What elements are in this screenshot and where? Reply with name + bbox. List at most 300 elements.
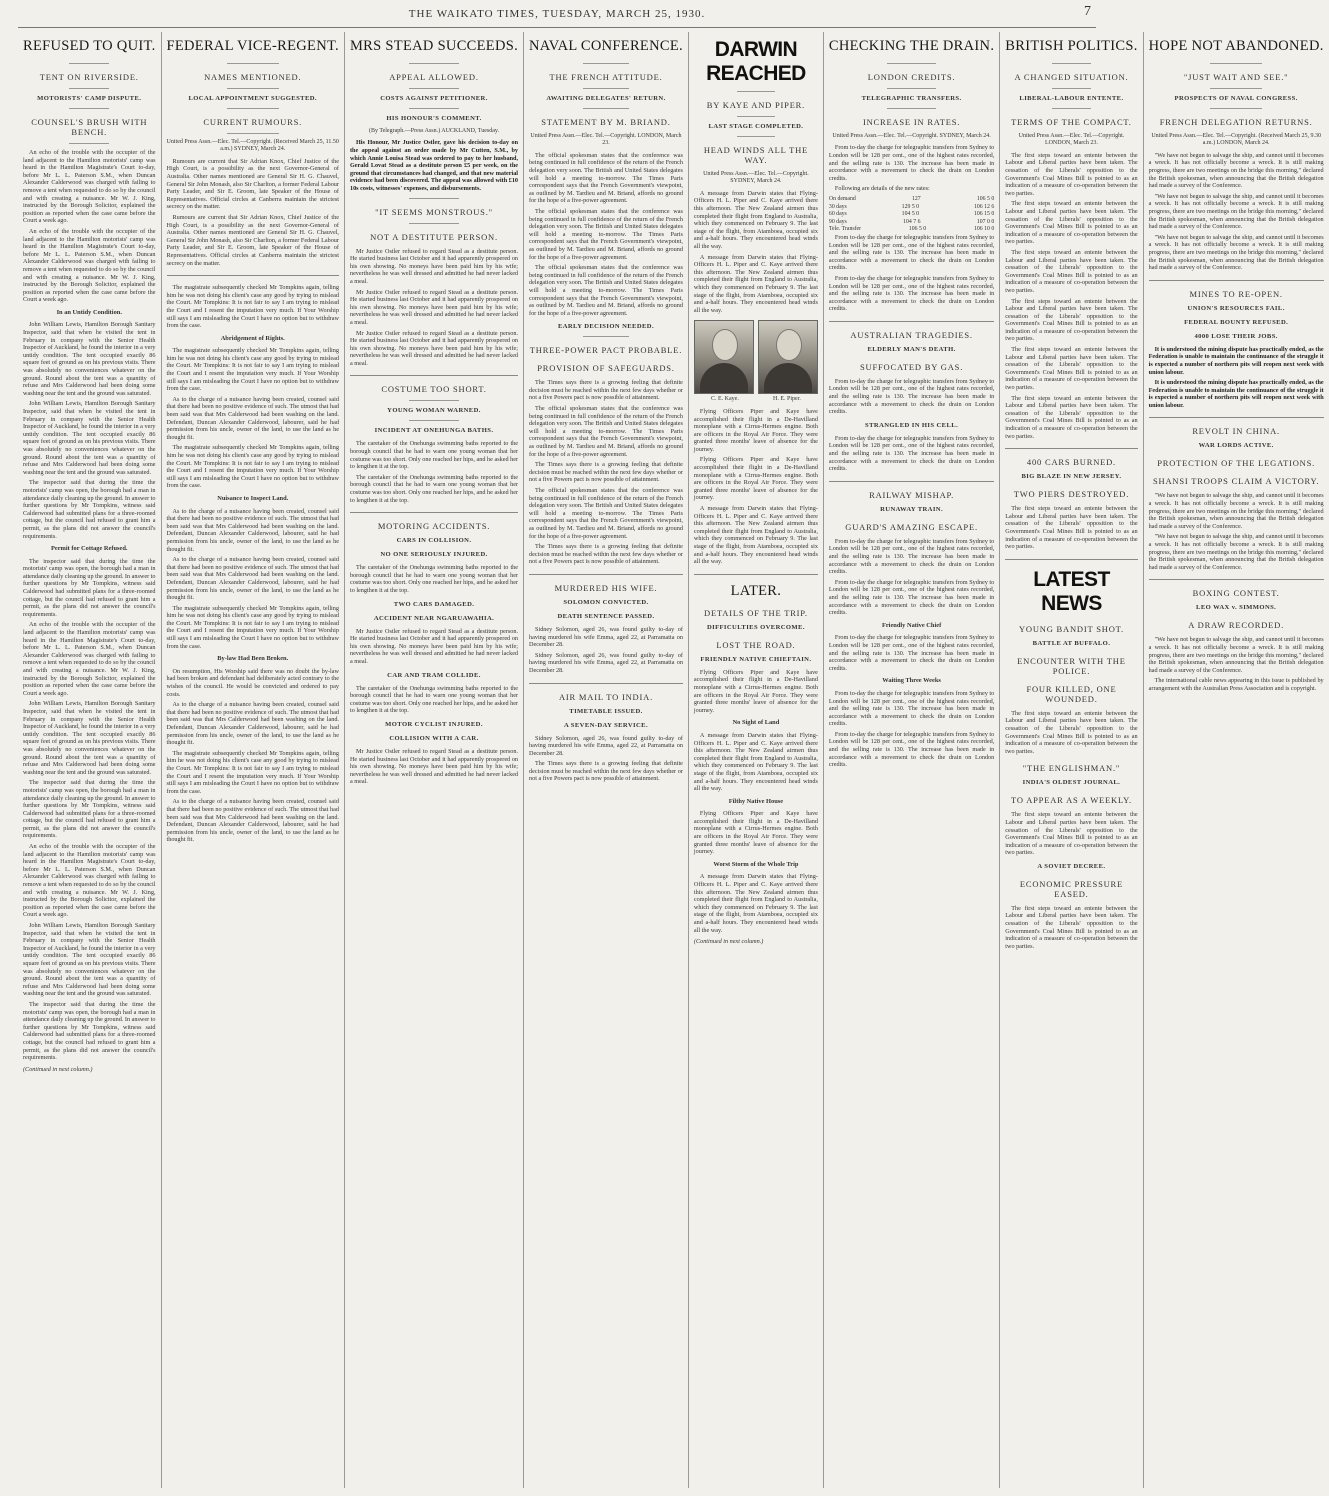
subheadline: LOST THE ROAD.	[716, 639, 796, 650]
divider	[409, 63, 459, 64]
headline: HOPE NOT ABANDONED.	[1148, 38, 1324, 54]
story-australian-tragedies	[829, 330, 994, 473]
paragraph: The official spokesman states that the conference was being continued in full confidence of the return of the French delegation very soon. The British and United States delegates will hold a meeting to-morrow. The Times Paris correspondent says that the French Government's viewpoint, as outlined by M. Tardieu and M. Briand, affords no ground for the hope of a five-power agreement.	[529, 207, 683, 261]
paragraph: As to the charge of a nuisance having been created, counsel said that there had been no positive evidence of such. The utmost that had been said was that Mrs Calderwood had been washing on the land. Defendant, Duncan Alexander Calderwood, labourer, said he had permission from his uncle, owner of the land, to use the land as he thought fit.	[166, 395, 339, 441]
paragraph: "We have not begun to salvage the ship, and cannot until it becomes a wreck. It has not officially become a wreck. It is still making progress, there are two meetings on the bridge this morning," declared the British spokesman, when announcing that the British delegation had made a survey of the Conference.	[1148, 151, 1324, 190]
story-refused-to-quit	[23, 38, 156, 1073]
column-7	[1000, 32, 1143, 1488]
subheadline: CURRENT RUMOURS.	[203, 117, 303, 127]
masthead-title: THE WAIKATO TIMES, TUESDAY, MARCH 25, 1930.	[408, 8, 706, 20]
subheadline: TO APPEAR AS A WEEKLY.	[1010, 795, 1132, 806]
subheadline: INDIA'S OLDEST JOURNAL.	[1022, 779, 1121, 787]
continued-note: (Continued in next column.)	[693, 938, 764, 946]
article-body	[350, 685, 518, 715]
paragraph: The first steps toward an entente between the Labour and Liberal parties have been taken. The cessation of the Liberals' opposition to the Government's Coal Mines Bill is pointed to as an indication of a measure of co-operation between the two parties.	[1005, 248, 1138, 294]
section-heading: Friendly Native Chief	[881, 621, 942, 629]
article-body	[1005, 905, 1137, 951]
headline: MRS STEAD SUCCEEDS.	[349, 38, 519, 54]
section-heading: Permit for Cottage Refused.	[50, 545, 128, 553]
article-body	[350, 564, 518, 594]
divider	[887, 88, 937, 89]
article-body	[529, 379, 683, 566]
paragraph: John William Lewis, Hamilton Borough Sanitary Inspector, said that when he visited the tent in February in company with the Senior Health Inspector of Auckland, he found the interior in a very untidy condition. The tent occupied exactly 86 square feet of ground as on his previous visits. There was absolutely no conveniences whatever on the ground. Round about the tent was a quantity of refuse and Mrs Calderwood had been doing some washing near the tent and the ground was saturated.	[23, 700, 156, 776]
divider	[737, 116, 774, 117]
subheadline: FRIENDLY NATIVE CHIEFTAIN.	[700, 655, 812, 663]
paragraph: An echo of the trouble with the occupier of the land adjacent to the Hamilton motorists' camp was heard in the Hamilton Magistrate's Court to-day, before Mr L. L. Paterson S.M., when Duncan Alexander Calderwood was charged with failing to remove a tent when requested to do so by the council and with creating a nuisance. Mr W. J. King, instructed by the Borough Solicitor, explained the position as reported when the case came before the Court a week ago.	[23, 227, 156, 304]
divider	[409, 108, 459, 109]
story-divider	[694, 574, 818, 575]
divider	[1052, 88, 1092, 89]
table-row: 30 days 129 5 0 106 12 6	[828, 203, 995, 210]
paragraph: Flying Officers Piper and Kaye have accomplished their flight in a De-Havilland monoplane with a Cirrus-Hermes engine. Both are officers in the Royal Air Force. They were granted three months' leave of absence for the journey.	[693, 668, 818, 714]
paragraph: On resumption, His Worship said there was no doubt the by-law had been broken and defendant had deliberately acted contrary to the wishes of the council. He would be convicted and ordered to pay costs.	[166, 667, 339, 698]
article-body	[167, 158, 339, 267]
dateline: (By Telegraph.—Press Assn.) AUCKLAND, Tuesday.	[368, 128, 500, 134]
story-boxing	[1149, 588, 1324, 692]
divider	[227, 63, 279, 64]
subheadline: LAST STAGE COMPLETED.	[708, 123, 804, 130]
story-railway	[829, 490, 994, 769]
paragraph: "We have not begun to salvage the ship, and cannot until it becomes a wreck. It has not officially become a wreck. It is still making progress, there are two meetings on the bridge this morning," declared the British spokesman, when announcing that the British delegation had made a survey of the Conference.	[1148, 492, 1324, 530]
article-body	[829, 234, 994, 313]
story-hope-not-abandoned	[1149, 38, 1324, 272]
article-body	[1149, 492, 1324, 571]
paragraph: Mr Justice Ostler refused to regard Stead as a destitute person. He started business last October and it had apparently prospered on his own showing. No moneys have been paid him by his wife; nevertheless he was well dressed and admitted he had never lacked a meal.	[349, 747, 519, 786]
subheadline: TELEGRAPHIC TRANSFERS.	[861, 95, 962, 102]
page-number: 7	[1084, 4, 1092, 19]
subheadline: PROVISION OF SAFEGUARDS.	[537, 363, 675, 374]
story-divider	[1005, 559, 1137, 560]
paragraph: John William Lewis, Hamilton Borough Sanitary Inspector, said that when he visited the tent in February in company with the Senior Health Inspector of Auckland, he found the interior in a very untidy condition. The tent occupied exactly 86 square feet of ground as on his previous visits. There was absolutely no conveniences whatever on the ground. Round about the tent was a quantity of refuse and Mrs Calderwood had been doing some washing near the tent and the ground was saturated.	[23, 922, 156, 998]
paragraph: The magistrate subsequently checked Mr Tompkins again, telling him he was not doing his client's case any good by trying to mislead the Court. Mr Tompkins: It is not fair to say I am trying to mislead the Court and I resent the imputation very much. If Your Worship still says I am misleading the Court I have no option but to withdraw from the case.	[166, 284, 339, 330]
subheadline: FRENCH DELEGATION RETURNS.	[1159, 117, 1313, 127]
subheadline: SUFFOCATED BY GAS.	[860, 361, 964, 372]
headline: NAVAL CONFERENCE.	[529, 38, 683, 54]
paragraph: A message from Darwin states that Flying-Officers H. L. Piper and C. Kaye arrived there this afternoon. The New Zealand airmen thus completed their flight from England to Australia, which they commenced on February 9. The last stage of the flight, from Atamboea, occupied six and a-half hours. They encountered head winds all the way.	[693, 873, 818, 934]
paragraph: From to-day the charge for telegraphic transfers from Sydney to London will be 128 per cent., one of the highest rates recorded, and the selling rate is 130. The increase has been made in accordance with a movement to check the drain on London credits.	[828, 233, 995, 272]
subheadline: A DRAW RECORDED.	[1188, 620, 1285, 631]
divider	[1210, 63, 1263, 64]
subheadline: BY KAYE AND PIPER.	[706, 100, 806, 110]
section-heading: Filthy Native House	[728, 797, 784, 805]
paragraph: From to-day the charge for telegraphic transfers from Sydney to London will be 128 per cent., one of the highest rates recorded, and the selling rate is 130. The increase has been made in accordance with a movement to check the drain on London credits.	[828, 377, 995, 416]
story-divider	[1149, 280, 1324, 281]
paragraph: Rumours are current that Sir Adrian Knox, Chief Justice of the High Court, is a possibility as the next Governor-General of Australia. Other names mentioned are General Sir H. G. Chauvel, General Sir John Monash, also Sir Charlton, a former Federal Labour Party Leader, and Sir E. Groom, late Speaker of the House of Representatives. Official circles at Canberra maintain the strictest secrecy on the matter.	[166, 157, 339, 211]
table-row: 60 days 104 5 0 106 15 0	[828, 211, 995, 218]
divider	[409, 420, 459, 421]
story-motoring	[350, 521, 518, 786]
paragraph: A message from Darwin states that Flying-Officers H. L. Piper and C. Kaye arrived there this afternoon. The New Zealand airmen thus completed their flight from England to Australia, which they commenced on February 9. The last stage of the flight, from Atamboea, occupied six and a-half hours. They encountered head winds all the way.	[693, 505, 818, 566]
paragraph: The inspector said that during the time the motorists' camp was open, the borough had a man in attendance daily cleaning up the ground. In answer to further questions by Mr Tompkins, witness said Calderwood had submitted plans for a three-roomed cottage, but the council had refused to grant him a permit, as the plans did not answer the council's requirements.	[23, 1000, 156, 1062]
subheadline: INCIDENT AT ONEHUNGA BATHS.	[374, 427, 494, 435]
paragraph: From to-day the charge for telegraphic transfers from Sydney to London will be 128 per cent., one of the highest rates recorded, and the selling rate is 130. The increase has been made in accordance with a movement to check the drain on London credits.	[828, 578, 995, 617]
subheadline: NAMES MENTIONED.	[204, 72, 302, 82]
subheadline: "JUST WAIT AND SEE."	[1183, 72, 1289, 82]
section-heading: No Sight of Land	[732, 719, 780, 727]
subheadline: DEATH SENTENCE PASSED.	[557, 612, 655, 620]
story-mines-reopen	[1149, 289, 1324, 410]
paragraph: As to the charge of a nuisance having been created, counsel said that there had been no positive evidence of such. The utmost that had been said was that Mrs Calderwood had been washing on the land. Defendant, Duncan Alexander Calderwood, labourer, said he had permission from his uncle, owner of the land, to use the land as he thought fit.	[166, 507, 339, 553]
subheadline: FOUR KILLED, ONE WOUNDED.	[1026, 683, 1117, 704]
story-divider	[829, 481, 994, 482]
divider	[409, 223, 459, 224]
subheadline: SHANSI TROOPS CLAIM A VICTORY.	[1153, 476, 1320, 487]
paragraph: Flying Officers Piper and Kaye have accomplished their flight in a De-Havilland monoplane with a Cirrus-Hermes engine. Both are officers in the Royal Air Force. They were granted three months' leave of absence for the journey.	[693, 456, 818, 502]
divider	[227, 88, 279, 89]
paragraph: An echo of the trouble with the occupier of the land adjacent to the Hamilton motorists' camp was heard in the Hamilton Magistrate's Court to-day, before Mr L. L. Paterson S.M., when Duncan Alexander Calderwood was charged with failing to remove a tent when requested to do so by the council and with creating a nuisance. Mr W. J. King, instructed by the Borough Solicitor, explained the position as reported when the case came before the Court a week ago.	[23, 621, 156, 697]
article-body	[829, 378, 994, 416]
article-body	[350, 440, 518, 504]
subheadline: NOT A DESTITUTE PERSON.	[370, 231, 498, 242]
headline: AIR MAIL TO INDIA.	[558, 691, 653, 702]
paragraph: "We have not begun to salvage the ship, and cannot until it becomes a wreck. It has not officially become a wreck. It is still making progress, there are two meetings on the bridge this morning," declared the British spokesman, when announcing that the British delegation had made a survey of the Conference.	[1148, 192, 1324, 231]
paragraph: A message from Darwin states that Flying-Officers H. L. Piper and C. Kaye arrived there this afternoon. The New Zealand airmen thus completed their flight from England to Australia, which they commenced on February 9. The last stage of the flight, from Atamboea, occupied six and a-half hours. They encountered head winds all the way.	[693, 253, 818, 314]
column-4	[524, 32, 689, 1488]
divider	[1052, 108, 1092, 109]
story-darwin	[694, 38, 818, 566]
paragraph: The inspector said that during the time the motorists' camp was open, the borough had a man in attendance daily cleaning up the ground. In answer to further questions by Mr Tompkins, witness said Calderwood had submitted plans for a three-roomed cottage, but the council had refused to grant him a permit, as the plans did not answer the council's requirements.	[23, 779, 156, 840]
paragraph: The magistrate subsequently checked Mr Tompkins again, telling him he was not doing his client's case any good by trying to mislead the Court. Mr Tompkins: It is not fair to say I am trying to mislead the Court and I resent the imputation very much. If Your Worship still says I am misleading the Court I have no option but to withdraw from the case.	[166, 444, 339, 490]
divider	[583, 336, 629, 337]
paragraph: Rumours are current that Sir Adrian Knox, Chief Justice of the High Court, is a possibility as the next Governor-General of Australia. Other names mentioned are General Sir H. G. Chauvel, General Sir John Monash, also Sir Charlton, a former Federal Labour Party Leader, and Sir E. Groom, late Speaker of the House of Representatives. Official circles at Canberra maintain the strictest secrecy on the matter.	[166, 213, 339, 267]
divider	[583, 108, 629, 109]
paragraph: As to the charge of a nuisance having been created, counsel said that there had been no positive evidence of such. The utmost that had been said was that Mrs Calderwood had been washing on the land. Defendant, Duncan Alexander Calderwood, labourer, said he had permission from his uncle, owner of the land, to use the land as he thought fit.	[166, 798, 339, 844]
subheadline: YOUNG BANDIT SHOT.	[1018, 623, 1124, 634]
column-5	[689, 32, 824, 1488]
article-body	[529, 152, 683, 317]
paragraph: The magistrate subsequently checked Mr Tompkins again, telling him he was not doing his client's case any good by trying to mislead the Court. Mr Tompkins: It is not fair to say I am trying to mislead the Court and I resent the imputation very much. If Your Worship still says I am misleading the Court I have no option but to withdraw from the case.	[166, 347, 339, 393]
paragraph: John William Lewis, Hamilton Borough Sanitary Inspector, said that when he visited the tent in February in company with the Senior Health Inspector of Auckland, he found the interior in a very untidy condition. The tent occupied exactly 86 square feet of ground as on his previous visits. There was absolutely no conveniences whatever on the ground. Round about the tent was a quantity of refuse and Mrs Calderwood had been doing some washing near the tent and the ground was saturated.	[23, 321, 156, 397]
headline: BOXING CONTEST.	[1192, 588, 1280, 599]
column-2	[162, 32, 345, 1488]
dateline: United Press Assn.—Elec. Tel.—Copyright. (Received March 25, 9.30 a.m.) LONDON, March 24.	[1151, 133, 1321, 147]
paragraph: Flying Officers Piper and Kaye have accomplished their flight in a De-Havilland monoplane with a Cirrus-Hermes engine. Both are officers in the Royal Air Force. They were granted three months' leave of absence for the journey.	[693, 810, 818, 856]
rates-table	[829, 196, 994, 234]
caption: H. E. Piper.	[772, 396, 801, 403]
paragraph: The first steps toward an entente between the Labour and Liberal parties have been taken. The cessation of the Liberals' opposition to the Government's Coal Mines Bill is pointed to as an indication of a measure of co-operation between the two parties.	[1005, 904, 1138, 950]
headline: BRITISH POLITICS.	[1005, 38, 1138, 54]
headline: AUSTRALIAN TRAGEDIES.	[850, 329, 973, 340]
article-body	[1005, 505, 1137, 551]
article-body	[1005, 152, 1137, 440]
section-heading: Worst Storm of the Whole Trip	[713, 860, 799, 868]
article-body	[694, 669, 818, 946]
divider	[887, 108, 937, 109]
story-mrs-stead	[350, 38, 518, 367]
paragraph: From to-day the charge for telegraphic transfers from Sydney to London will be 128 per cent., one of the highest rates recorded, and the selling rate is 130. The increase has been made in accordance with a movement to check the drain on London credits.	[828, 730, 995, 769]
paragraph: The official spokesman states that the conference was being continued in full confidence of the return of the French delegation very soon. The British and United States delegates will hold a meeting to-morrow. The Times Paris correspondent says that the French Government's viewpoint, as outlined by M. Tardieu and M. Briand, affords no ground for the hope of a five-power agreement.	[529, 487, 683, 540]
paragraph: From to-day the charge for telegraphic transfers from Sydney to London will be 128 per cent., one of the highest rates recorded, and the selling rate is 130. The increase has been made in accordance with a movement to check the drain on London credits.	[828, 434, 995, 473]
article-body	[1005, 710, 1137, 756]
table-row: On demand 127 106 5 0	[828, 195, 995, 202]
article-body	[350, 248, 518, 368]
article-body	[694, 408, 818, 566]
subheadline: ACCIDENT NEAR NGARUAWAHIA.	[373, 614, 495, 622]
story-cars-burned	[1005, 457, 1137, 551]
article-body	[529, 735, 683, 784]
divider	[887, 63, 937, 64]
paragraph: "We have not begun to salvage the ship, and cannot until it becomes a wreck. It has not officially become a wreck. It is still making progress, there are two meetings on the bridge this morning," declared the British spokesman, when announcing that the British delegation had made a survey of the Conference.	[1148, 533, 1324, 571]
article-lead	[350, 139, 518, 192]
paragraph: The first steps toward an entente between the Labour and Liberal parties have been taken. The cessation of the Liberals' opposition to the Government's Coal Mines Bill is pointed to as an indication of a measure of co-operation between the two parties.	[1005, 709, 1138, 755]
photo-captions	[694, 396, 818, 404]
paragraph: The caretaker of the Onehunga swimming baths reported to the borough council that he had to warn one young woman that her costume was too short. Only one reached her hips, and he asked her to lengthen it at the top.	[349, 473, 519, 504]
paragraph: The caretaker of the Onehunga swimming baths reported to the borough council that he had to warn one young woman that her costume was too short. Only one reached her hips, and he asked her to lengthen it at the top.	[349, 564, 519, 594]
subheadline: NO ONE SERIOUSLY INJURED.	[380, 551, 488, 559]
subheadline: BATTLE AT BUFFALO.	[1032, 639, 1111, 647]
paragraph: The first steps toward an entente between the Labour and Liberal parties have been taken. The cessation of the Liberals' opposition to the Government's Coal Mines Bill is pointed to as an indication of a measure of co-operation between the two parties.	[1005, 151, 1138, 197]
divider	[1210, 108, 1263, 109]
divider	[69, 108, 109, 109]
divider	[583, 88, 629, 89]
subheadline: 4000 LOSE THEIR JOBS.	[1194, 332, 1278, 340]
headline: REFUSED TO QUIT.	[23, 38, 156, 54]
article-body	[350, 748, 518, 786]
subheadline: SOLOMON CONVICTED.	[563, 598, 649, 606]
story-divider	[350, 512, 518, 513]
portrait-kaye-image	[694, 320, 754, 394]
column-8	[1144, 32, 1329, 1488]
paragraph: A message from Darwin states that Flying-Officers H. L. Piper and C. Kaye arrived there this afternoon. The New Zealand airmen thus completed their flight from England to Australia, which they commenced on February 9. The last stage of the flight, from Atamboea, occupied six and a-half hours. They encountered head winds all the way.	[693, 731, 818, 793]
subheadline: UNION'S RESOURCES FAIL.	[1187, 304, 1285, 312]
paragraph: From to-day the charge for telegraphic transfers from Sydney to London will be 128 per cent., one of the highest rates recorded, and the selling rate is 130. The increase has been made in accordance with a movement to check the drain on London credits.	[828, 634, 995, 672]
paragraph: From to-day the charge for telegraphic transfers from Sydney to London will be 128 per cent., one of the highest rates recorded, and the selling rate is 130. The increase has been made in accordance with a movement to check the drain on London credits.	[828, 144, 995, 182]
paragraph: The first steps toward an entente between the Labour and Liberal parties have been taken. The cessation of the Liberals' opposition to the Government's Coal Mines Bill is pointed to as an indication of a measure of co-operation between the two parties.	[1005, 505, 1138, 551]
subheadline: APPEAL ALLOWED.	[389, 72, 479, 82]
subheadline: AWAITING DELEGATES' RETURN.	[546, 95, 666, 102]
subheadline: HIS HONOUR'S COMMENT.	[386, 115, 482, 122]
story-revolt-china	[1149, 426, 1324, 571]
subheadline: "THE ENGLISHMAN."	[1022, 763, 1121, 774]
subheadline: TIMETABLE ISSUED.	[569, 707, 643, 715]
subheadline: DETAILS OF THE TRIP.	[704, 607, 808, 618]
divider	[409, 198, 459, 199]
subheadline: TWO CARS DAMAGED.	[393, 600, 475, 608]
story-costume	[350, 384, 518, 504]
dateline: United Press Assn.—Elec. Tel.—Copyright. (Received March 25, 11.50 a.m.) SYDNEY, March 24.	[166, 139, 339, 153]
portrait-piper-image	[758, 320, 818, 394]
story-divider	[529, 574, 683, 575]
divider	[737, 136, 774, 137]
section-heading: Abridgement of Rights.	[220, 334, 285, 342]
subheadline: ENCOUNTER WITH THE POLICE.	[1017, 655, 1126, 676]
column-6	[824, 32, 1000, 1488]
paragraph: As to the charge of a nuisance having been created, counsel said that there had been no positive evidence of such. The utmost that had been said was that Mrs Calderwood had been washing on the land. Defendant, Duncan Alexander Calderwood, labourer, said he had permission from his uncle, owner of the land, to use the land as he thought fit.	[166, 701, 339, 747]
section-heading: Waiting Three Weeks	[882, 677, 941, 685]
paragraph: An echo of the trouble with the occupier of the land adjacent to the Hamilton motorists' camp was heard in the Hamilton Magistrate's Court to-day, before Mr L. L. Paterson S.M., when Duncan Alexander Calderwood was charged with failing to remove a tent when requested to do so by the council and with creating a nuisance. Mr W. J. King, instructed by the Borough Solicitor, explained the position as reported when the case came before the Court a week ago.	[23, 843, 156, 919]
column-1	[18, 32, 162, 1488]
article-body	[350, 628, 518, 666]
divider	[69, 88, 109, 89]
subheadline: A SEVEN-DAY SERVICE.	[563, 721, 648, 729]
paragraph: An echo of the trouble with the occupier of the land adjacent to the Hamilton motorists' camp was heard in the Hamilton Magistrate's Court to-day, before Mr L. L. Paterson S.M., when Duncan Alexander Calderwood was charged with failing to remove a tent when requested to do so by the council and with creating a nuisance. Mr W. J. King, instructed by the Borough Solicitor, explained the position as reported when the case came before the Court a week ago.	[23, 149, 156, 225]
subheadline: "IT SEEMS MONSTROUS."	[375, 206, 493, 217]
subheadline: COSTS AGAINST PETITIONER.	[380, 95, 488, 102]
paragraph: Mr Justice Ostler refused to regard Stead as a destitute person. He started business last October and it had apparently prospered on his own showing. No moneys have been paid him by his wife; nevertheless he was well dressed and admitted he had never lacked a meal.	[349, 288, 519, 326]
paragraph: The caretaker of the Onehunga swimming baths reported to the borough council that he had to warn one young woman that her costume was too short. Only one reached her hips, and he asked her to lengthen it at the top.	[349, 684, 519, 715]
subheadline: INCREASE IN RATES.	[862, 117, 961, 127]
paragraph: The Times says there is a growing feeling that definite decision must be reached within the next few days whether or not a five Powers pact is now possible of attainment.	[529, 543, 683, 566]
subheadline: LONDON CREDITS.	[867, 72, 956, 82]
paragraph: "We have not begun to salvage the ship, and cannot until it becomes a wreck. It has not officially become a wreck. It is still making progress, there are two meetings on the bridge this morning," declared the British spokesman, when announcing that the British delegation had made a survey of the Conference.	[1148, 636, 1324, 674]
subheadline: LOCAL APPOINTMENT SUGGESTED.	[188, 95, 317, 102]
dateline: United Press Assn.—Elec. Tel.—Copyright. SYDNEY, March 24.	[832, 133, 991, 139]
dateline: United Press Assn.—Elec. Tel.—Copyright. SYDNEY, March 24.	[703, 171, 809, 185]
paragraph: The official spokesman states that the conference was being continued in full confidence of the return of the French delegation very soon. The British and United States delegates will hold a meeting to-morrow. The Times Paris correspondent says that the French Government's viewpoint, as outlined by M. Tardieu and M. Briand, affords no ground for the hope of a five-power agreement.	[529, 264, 683, 317]
story-divider	[1149, 579, 1324, 580]
divider	[1210, 88, 1263, 89]
paragraph: From to-day the charge for telegraphic transfers from Sydney to London will be 128 per cent., one of the highest rates recorded, and the selling rate is 130. The increase has been made in accordance with a movement to check the drain on London credits.	[828, 689, 995, 728]
article-body	[1149, 636, 1324, 692]
divider	[69, 63, 109, 64]
story-air-mail	[529, 692, 683, 784]
article-body	[829, 144, 994, 193]
story-divider	[1005, 448, 1137, 449]
article-body	[23, 149, 156, 1073]
table-row: 90 days 104 7 6 107 0 0	[828, 218, 995, 225]
paragraph: The inspector said that during the time the motorists' camp was open, the borough had a man in attendance daily cleaning up the ground. In answer to further questions by Mr Tompkins, witness said Calderwood had submitted plans for a three-roomed cottage, but the council had refused to grant him a permit, as the plans did not answer the council's requirements.	[23, 557, 156, 618]
paragraph: Sidney Solomon, aged 26, was found guilty to-day of having murdered his wife Emma, aged 22, at Parramatta on December 28.	[529, 734, 683, 757]
divider	[409, 88, 459, 89]
article-body	[529, 626, 683, 675]
article-body	[694, 190, 818, 315]
story-federal-vice-regent	[167, 38, 339, 267]
headline: MINES TO RE-OPEN.	[1189, 288, 1283, 299]
section-heading: Nuisance to Inspect Land.	[217, 494, 289, 502]
headline: COSTUME TOO SHORT.	[381, 384, 487, 395]
subheadline: COLLISION WITH A CAR.	[389, 734, 479, 742]
paragraph: The first steps toward an entente between the Labour and Liberal parties have been taken. The cessation of the Liberals' opposition to the Government's Coal Mines Bill is pointed to as an indication of a measure of co-operation between the two parties.	[1005, 297, 1138, 343]
paragraph: The first steps toward an entente between the Labour and Liberal parties have been taken. The cessation of the Liberals' opposition to the Government's Coal Mines Bill is pointed to as an indication of a measure of co-operation between the two parties.	[1005, 394, 1138, 440]
subheadline: RUNAWAY TRAIN.	[880, 505, 944, 513]
headline: MOTORING ACCIDENTS.	[377, 521, 491, 532]
paragraph: It is understood the mining dispute has practically ended, as the Federation is unable to maintain the continuance of the struggle it is expected a number of northern pits will reopen next week with union labour.	[1148, 345, 1324, 376]
dateline: United Press Assn.—Elec. Tel.—Copyright. LONDON, March 23.	[1018, 133, 1125, 147]
latest-news-heading: LATEST NEWS	[1033, 567, 1110, 615]
subheadline: WAR LORDS ACTIVE.	[1198, 442, 1274, 450]
paragraph: The first steps toward an entente between the Labour and Liberal parties have been taken. The cessation of the Liberals' opposition to the Government's Coal Mines Bill is pointed to as an indication of a measure of co-operation between the two parties.	[1005, 200, 1138, 246]
paragraph: The official spokesman states that the conference was being continued in full confidence of the return of the French delegation very soon. The British and United States delegates will hold a meeting to-morrow. The Times Paris correspondent says that the French Government's viewpoint, as outlined by M. Tardieu and M. Briand, affords no ground for the hope of a five-power agreement.	[529, 405, 683, 458]
paragraph: It is understood the mining dispute has practically ended, as the Federation is unable to maintain the continuance of the struggle it is expected a number of northern pits will reopen next week with union labour.	[1148, 379, 1324, 409]
paragraph: As to the charge of a nuisance having been created, counsel said that there had been no positive evidence of such. The utmost that had been said was that Mrs Calderwood had been washing on the land. Defendant, Duncan Alexander Calderwood, labourer, said he had permission from his uncle, owner of the land, to use the land as he thought fit.	[166, 556, 339, 602]
paragraph: The Times says there is a growing feeling that definite decision must be reached within the next few days whether or not a five Powers pact is now possible of attainment.	[529, 461, 683, 484]
newspaper-columns	[18, 32, 1324, 1488]
divider	[227, 133, 279, 134]
subheadline: COUNSEL'S BRUSH WITH BENCH.	[31, 117, 148, 137]
headline: MURDERED HIS WIFE.	[554, 582, 658, 593]
paragraph: The inspector said that during the time the motorists' camp was open, the borough had a man in attendance daily cleaning up the ground. In answer to further questions by Mr Tompkins, witness said Calderwood had submitted plans for a three-roomed cottage, but the council had refused to grant him a permit, as the plans did not answer the council's requirements.	[23, 479, 156, 540]
subheadline: MOTOR CYCLIST INJURED.	[385, 720, 483, 728]
caption: C. E. Kaye.	[711, 396, 739, 403]
subheadline: THE FRENCH ATTITUDE.	[549, 72, 663, 82]
subheadline: CAR AND TRAM COLLIDE.	[387, 671, 481, 679]
paragraph: His Honour, Mr Justice Ostler, gave his decision to-day on the appeal against an order made by Mr Cutten, S.M., by which Annie Louisa Stead was ordered to pay to her husband, Gerald Lovat Stead as a destitute person £5 per week, on the ground that circumstances had changed, and that new material evidence had been discovered. The appeal was allowed with £10 10s costs, witnesses' expenses, and disbursements.	[349, 139, 519, 192]
paragraph: Mr Justice Ostler refused to regard Stead as a destitute person. He started business last October and it had apparently prospered on his own showing. No moneys have been paid him by his wife; nevertheless he was well dressed and admitted he had never lacked a meal.	[349, 627, 519, 665]
headline: LATER.	[730, 582, 782, 599]
paragraph: The Times says there is a growing feeling that definite decision must be reached within the next few days whether or not a five Powers pact is now possible of attainment.	[529, 760, 683, 783]
divider	[583, 63, 629, 64]
paragraph: John William Lewis, Hamilton Borough Sanitary Inspector, said that when he visited the tent in February in company with the Senior Health Inspector of Auckland, he found the interior in a very untidy condition. The tent occupied exactly 86 square feet of ground as on his previous visits. There was absolutely no conveniences whatever on the ground. Round about the tent was a quantity of refuse and Mrs Calderwood had been doing some washing near the tent and the ground was saturated.	[23, 400, 156, 476]
paragraph: The caretaker of the Onehunga swimming baths reported to the borough council that he had to warn one young woman that her costume was too short. Only one reached her hips, and he asked her to lengthen it at the top.	[349, 440, 519, 471]
subheadline: A CHANGED SITUATION.	[1014, 72, 1129, 82]
subheadline: TWO PIERS DESTROYED.	[1013, 489, 1130, 500]
paragraph: The official spokesman states that the conference was being continued in full confidence of the return of the French delegation very soon. The British and United States delegates will hold a meeting to-morrow. The Times Paris correspondent says that the French Government's viewpoint, as outlined by M. Tardieu and M. Briand, affords no ground for the hope of a five-power agreement.	[529, 151, 683, 205]
column-3	[345, 32, 524, 1488]
subheadline: PROSPECTS OF NAVAL CONGRESS.	[1174, 95, 1298, 102]
paragraph: The first steps toward an entente between the Labour and Liberal parties have been taken. The cessation of the Liberals' opposition to the Government's Coal Mines Bill is pointed to as an indication of a measure of co-operation between the two parties.	[1005, 811, 1138, 857]
story-murdered	[529, 583, 683, 675]
paragraph: Mr Justice Ostler refused to regard Stead as a destitute person. He started business last October and it had apparently prospered on his own showing. No moneys have been paid him by his wife; nevertheless he was well dressed and admitted he had never lacked a meal.	[349, 247, 519, 285]
subheadline: THREE-POWER PACT PROBABLE.	[529, 345, 683, 356]
subheadline: LIBERAL-LABOUR ENTENTE.	[1019, 95, 1124, 102]
divider	[1052, 63, 1092, 64]
paragraph: The magistrate subsequently checked Mr Tompkins again, telling him he was not doing his client's case any good by trying to mislead the Court. Mr Tompkins: It is not fair to say I am trying to mislead the Court and I resent the imputation very much. If Your Worship still says I am misleading the Court I have no option but to withdraw from the case.	[166, 749, 339, 795]
subheadline: FEDERAL BOUNTY REFUSED.	[1184, 318, 1289, 326]
subheadline: STATEMENT BY M. BRIAND.	[541, 117, 671, 127]
paragraph: Mr Justice Ostler refused to regard Stead as a destitute person. He started business last October and it had apparently prospered on his own showing. No moneys have been paid him by his wife; nevertheless he was well dressed and admitted he had never lacked a meal.	[349, 329, 519, 367]
headline: RAILWAY MISHAP.	[869, 489, 955, 500]
paragraph: From to-day the charge for telegraphic transfers from Sydney to London will be 128 per cent., one of the highest rates recorded, and the selling rate is 130. The increase has been made in accordance with a movement to check the drain on London credits.	[828, 274, 995, 313]
paragraph: Sidney Solomon, aged 26, was found guilty to-day of having murdered his wife Emma, aged 22, at Parramatta on December 28.	[529, 651, 683, 674]
story-checking-drain	[829, 38, 994, 313]
masthead	[0, 0, 1114, 28]
subheadline: A SOVIET DECREE.	[1037, 862, 1106, 870]
headline: REVOLT IN CHINA.	[1192, 426, 1280, 437]
subheadline: LEO WAX v. SIMMONS.	[1196, 604, 1277, 612]
story-naval-conference	[529, 38, 683, 566]
subheadline: STRANGLED IN HIS CELL.	[865, 421, 959, 429]
paragraph: The Times says there is a growing feeling that definite decision must be reached within the next few days whether or not a five Powers pact is now possible of attainment.	[529, 379, 683, 402]
paragraph: Flying Officers Piper and Kaye have accomplished their flight in a De-Havilland monoplane with a Cirrus-Hermes engine. Both are officers in the Royal Air Force. They were granted three months' leave of absence for the journey.	[693, 407, 818, 453]
divider	[69, 143, 109, 144]
paragraph: Sidney Solomon, aged 26, was found guilty to-day of having murdered his wife Emma, aged 22, at Parramatta on December 28.	[529, 625, 683, 649]
paragraph: A message from Darwin states that Flying-Officers H. L. Piper and C. Kaye arrived there this afternoon. The New Zealand airmen thus completed their flight from England to Australia, which they commenced on February 9. The last stage of the flight, from Atamboea, occupied six and a-half hours. They encountered head winds all the way.	[693, 189, 818, 250]
article-body	[1149, 346, 1324, 410]
subheadline: TENT ON RIVERSIDE.	[39, 72, 139, 82]
headline: 400 CARS BURNED.	[1026, 457, 1116, 468]
subheadline: YOUNG WOMAN WARNED.	[387, 407, 481, 415]
subheadline: PROTECTION OF THE LEGATIONS.	[1157, 458, 1316, 469]
subheadline: TERMS OF THE COMPACT.	[1011, 117, 1132, 127]
article-body	[1005, 811, 1137, 857]
divider	[737, 91, 774, 92]
paragraph: From to-day the charge for telegraphic transfers from Sydney to London will be 128 per cent., one of the highest rates recorded, and the selling rate is 130. The increase has been made in accordance with a movement to check the drain on London credits.	[828, 537, 995, 576]
table-row: Tele. Transfer 106 5 0 106 10 0	[828, 226, 995, 233]
continued-note: (Continued in next column.)	[23, 1065, 93, 1073]
article-body	[1149, 152, 1324, 272]
paragraph: Following are details of the new rates:	[834, 185, 930, 193]
subheadline: EARLY DECISION NEEDED.	[557, 323, 655, 331]
subheadline: GUARD'S AMAZING ESCAPE.	[845, 521, 978, 532]
subheadline: ELDERLY MAN'S DEATH.	[867, 345, 956, 353]
paragraph: The magistrate subsequently checked Mr Tompkins again, telling him he was not doing his client's case any good by trying to mislead the Court. Mr Tompkins: It is not fair to say I am trying to mislead the Court and I resent the imputation very much. If Your Worship still says I am misleading the Court I have no option but to withdraw from the case.	[166, 604, 339, 650]
story-divider	[529, 683, 683, 684]
section-heading: By-law Had Been Broken.	[217, 655, 289, 663]
story-british-politics	[1005, 38, 1137, 440]
paragraph: The first steps toward an entente between the Labour and Liberal parties have been taken. The cessation of the Liberals' opposition to the Government's Coal Mines Bill is pointed to as an indication of a measure of co-operation between the two parties.	[1005, 346, 1138, 392]
divider	[409, 400, 459, 401]
story-divider	[350, 375, 518, 376]
subheadline: ECONOMIC PRESSURE EASED.	[1019, 878, 1123, 899]
story-later	[694, 583, 818, 946]
divider	[227, 108, 279, 109]
story-divider	[829, 321, 994, 322]
headline: DARWIN REACHED	[706, 38, 806, 85]
story-divider	[1149, 417, 1324, 418]
masthead-rule	[18, 27, 1096, 28]
headline: CHECKING THE DRAIN.	[828, 38, 995, 54]
article-body	[829, 435, 994, 473]
